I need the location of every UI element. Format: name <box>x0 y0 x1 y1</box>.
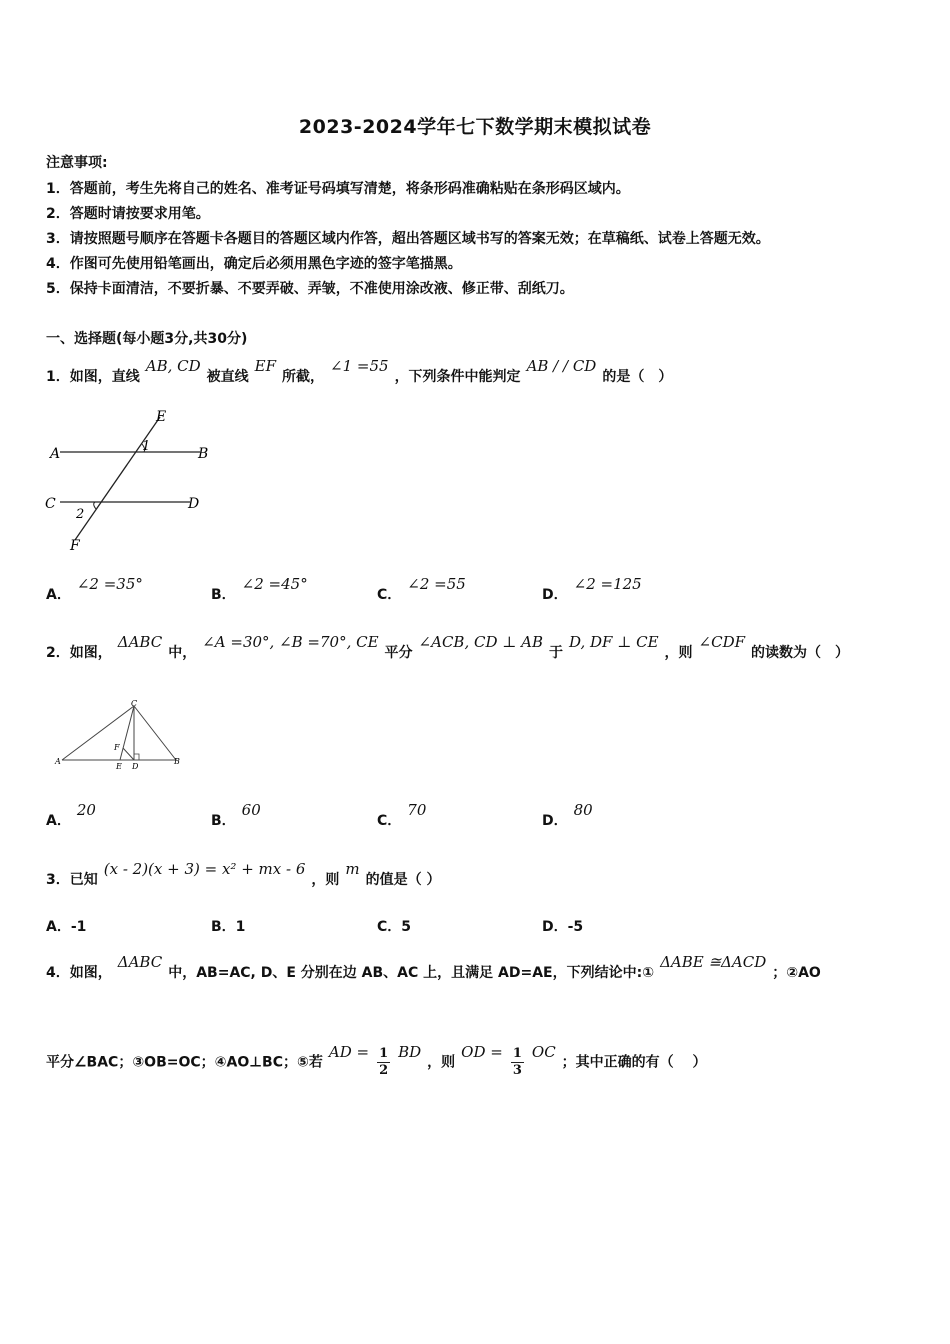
q1-option-c[interactable]: C．∠2 =55 <box>377 575 466 603</box>
q1-label-angle2: 2 <box>76 507 85 522</box>
q1-label-f: F <box>70 538 80 554</box>
q3-option-a[interactable]: A．-1 <box>46 919 87 935</box>
q2-figure <box>50 698 190 773</box>
q2-label-f: F <box>114 743 120 752</box>
question-4-line-1: 4．如图，ΔABC中，AB=AC, D、E 分别在边 AB、AC 上，且满足 AD=AE，下列结论中:①ΔABE ≅ΔACD；②AO <box>46 953 821 981</box>
q2-option-b[interactable]: B．60 <box>211 801 261 829</box>
q1-figure <box>40 405 220 555</box>
section-heading: 一、选择题(每小题3分,共30分) <box>46 331 248 347</box>
notice-item-4: 4．作图可先使用铅笔画出，确定后必须用黑色字迹的签字笔描黑。 <box>46 256 462 272</box>
question-2: 2．如图，ΔABC中，∠A =30°, ∠B =70°, CE平分∠ACB, CD ⊥ AB于D, DF ⊥ CE，则∠CDF的读数为（ ） <box>46 633 850 661</box>
q2-label-b: B <box>174 757 180 766</box>
q1-option-d[interactable]: D．∠2 =125 <box>542 575 642 603</box>
notice-heading: 注意事项: <box>46 155 108 171</box>
q1-label-a: A <box>50 446 61 462</box>
notice-item-3: 3．请按照题号顺序在答题卡各题目的答题区域内作答，超出答题区域书写的答案无效；在草稿纸、试卷上答题无效。 <box>46 231 770 247</box>
q3-option-d[interactable]: D．-5 <box>542 919 584 935</box>
notice-item-1: 1．答题前，考生先将自己的姓名、准考证号码填写清楚，将条形码准确粘贴在条形码区域内。 <box>46 181 630 197</box>
q1-label-angle1: 1 <box>142 439 151 454</box>
q1-label-e: E <box>156 409 167 425</box>
q2-label-c: C <box>131 699 138 708</box>
q1-option-a[interactable]: A．∠2 =35° <box>46 575 143 603</box>
q1-math-parallel: AB / / CD <box>526 357 597 375</box>
question-3: 3．已知(x - 2)(x + 3) = x² + mx - 6，则m的值是（ ） <box>46 860 441 888</box>
notice-item-5: 5．保持卡面清洁，不要折暴、不要弄破、弄皱，不准使用涂改液、修正带、刮纸刀。 <box>46 281 574 297</box>
page-title: 2023-2024学年七下数学期末模拟试卷 <box>298 116 652 138</box>
q1-option-b[interactable]: B．∠2 =45° <box>211 575 308 603</box>
question-1: 1．如图，直线AB, CD被直线EF所截，∠1 =55，下列条件中能判定AB / / CD的是（ ） <box>46 357 673 385</box>
q3-option-c[interactable]: C．5 <box>377 919 412 935</box>
fraction-one-half: $\frac{1}{2}$ <box>379 1046 389 1078</box>
fraction-one-third: $\frac{1}{3}$ <box>512 1046 522 1078</box>
q2-option-c[interactable]: C．70 <box>377 801 427 829</box>
q2-option-d[interactable]: D．80 <box>542 801 593 829</box>
q1-math-lines: AB, CD <box>145 357 201 375</box>
q1-label-b: B <box>198 446 209 462</box>
notice-item-2: 2．答题时请按要求用笔。 <box>46 206 210 222</box>
q2-option-a[interactable]: A．20 <box>46 801 96 829</box>
question-4-line-2: 平分∠BAC；③OB=OC；④AO⊥BC；⑤若AD = $\frac{1}{2}$ BD，则OD = $\frac{1}{3}$ OC；其中正确的有（ ） <box>46 1042 707 1078</box>
q1-label-c: C <box>45 496 56 512</box>
q1-math-angle1: ∠1 =55 <box>330 357 389 375</box>
q2-label-a: A <box>55 757 61 766</box>
q1-label-d: D <box>188 496 200 512</box>
q2-label-e: E <box>116 762 122 771</box>
q2-label-d: D <box>132 762 139 771</box>
q1-math-transversal: EF <box>254 357 277 375</box>
q3-option-b[interactable]: B．1 <box>211 919 246 935</box>
